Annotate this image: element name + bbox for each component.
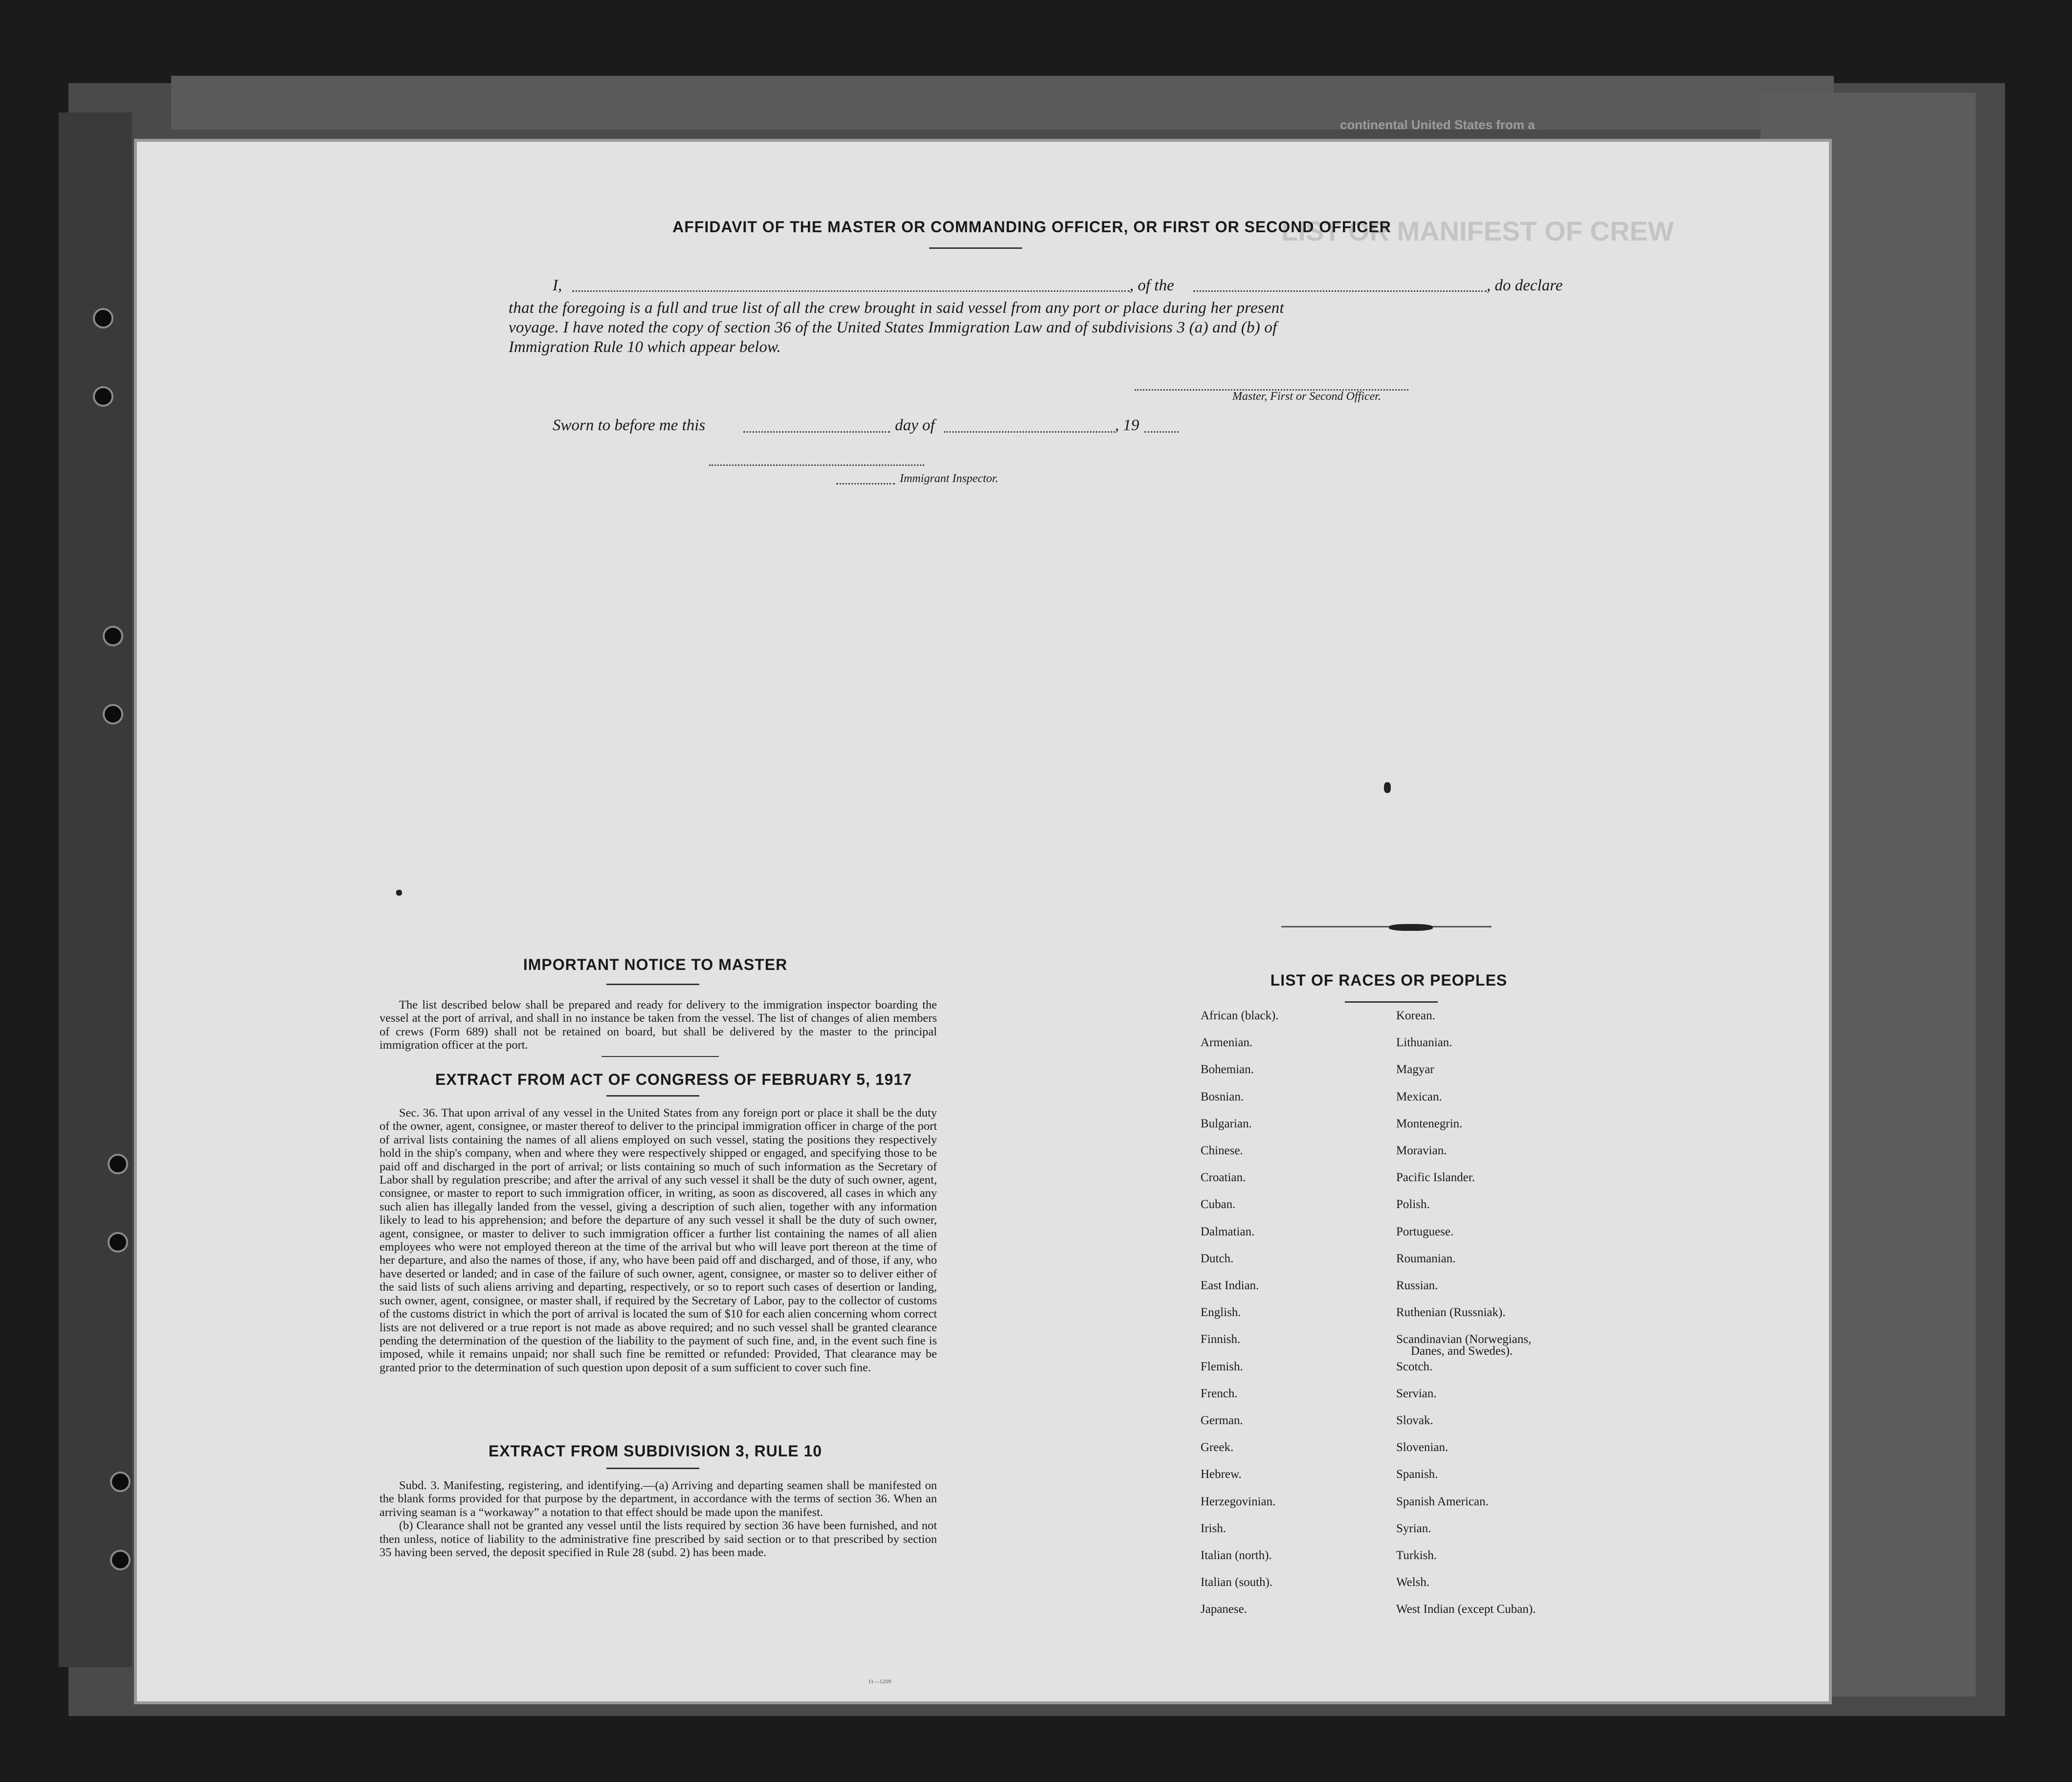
race-item: Italian (north).	[1201, 1549, 1272, 1562]
race-item: Polish.	[1396, 1198, 1430, 1211]
race-item: Magyar	[1396, 1063, 1434, 1077]
race-item: Korean.	[1396, 1009, 1435, 1022]
race-item: Russian.	[1396, 1279, 1438, 1292]
race-item: Welsh.	[1396, 1576, 1430, 1589]
race-item: Croatian.	[1201, 1171, 1246, 1185]
race-item: Bosnian.	[1201, 1090, 1244, 1103]
act-extract-title-rule	[606, 1095, 699, 1097]
day-of-label: day of	[895, 417, 935, 434]
race-item: Slovenian.	[1396, 1441, 1448, 1454]
races-title-rule	[1345, 1001, 1438, 1003]
form-number: 11—1209	[868, 1678, 891, 1685]
race-item: Armenian.	[1201, 1036, 1253, 1050]
declarant-name-line[interactable]	[572, 290, 1130, 292]
punch-hole	[108, 1154, 128, 1174]
master-signature-caption: Master, First or Second Officer.	[1232, 390, 1381, 403]
notice-title-rule	[606, 984, 699, 985]
race-item: French.	[1201, 1386, 1238, 1400]
rule-subdivision-a: Subd. 3. Manifesting, registering, and identifying.—(a) Arriving and departing seamen shall be manifested on the blank forms provided for that purpose by the department, in accordance with the terms of section 36. When an arriving seaman is a “workaway” a notation to that effect should be made upon the manifest.	[379, 1479, 937, 1519]
race-item: Herzegovinian.	[1201, 1495, 1276, 1508]
notice-paragraph: The list described below shall be prepared and ready for delivery to the immigration inspector boarding the vessel at the port of arrival, and shall in no instance be taken from the vessel. The list of changes of alien members of crews (Form 689) shall not be retained on board, but shall be delivered by the master to the principal immigration officer at the port.	[379, 998, 937, 1052]
race-item: Pacific Islander.	[1396, 1171, 1475, 1185]
race-item: African (black).	[1201, 1009, 1279, 1022]
race-item: Scotch.	[1396, 1360, 1433, 1373]
sworn-year-line[interactable]	[1144, 431, 1179, 433]
race-item: Japanese.	[1201, 1603, 1248, 1616]
inspector-caption: Immigrant Inspector.	[900, 472, 999, 485]
affidavit-title: AFFIDAVIT OF THE MASTER OR COMMANDING OFFICER, OR FIRST OR SECOND OFFICER	[672, 218, 1391, 236]
underlying-page-top-edge	[171, 76, 1834, 130]
punch-hole	[108, 1232, 128, 1253]
inspector-signature-line-short	[836, 483, 895, 484]
race-item: Portuguese.	[1396, 1225, 1454, 1238]
race-item: West Indian (except Cuban).	[1396, 1603, 1536, 1616]
race-item: Dutch.	[1201, 1252, 1234, 1265]
binding-strip	[59, 112, 132, 1667]
punch-hole	[110, 1472, 131, 1492]
race-item: East Indian.	[1201, 1279, 1259, 1292]
stray-ink-stroke	[1281, 926, 1492, 927]
race-item-continuation: Danes, and Swedes).	[1411, 1344, 1513, 1358]
punch-hole	[103, 704, 123, 725]
race-item: German.	[1201, 1414, 1243, 1427]
race-item: Syrian.	[1396, 1521, 1431, 1535]
inspector-signature-line[interactable]	[709, 464, 924, 466]
race-item: Spanish American.	[1396, 1495, 1489, 1508]
race-item: Dalmatian.	[1201, 1225, 1255, 1238]
race-item: Spanish.	[1396, 1468, 1438, 1481]
race-item: Hebrew.	[1201, 1468, 1242, 1481]
punch-hole	[110, 1550, 131, 1570]
race-item: Roumanian.	[1396, 1252, 1456, 1265]
race-item: Slovak.	[1396, 1414, 1433, 1427]
ink-speck	[396, 890, 402, 896]
rule-extract-title-rule	[606, 1468, 699, 1469]
race-item: English.	[1201, 1306, 1241, 1320]
notice-body	[379, 998, 937, 1052]
year-prefix: , 19	[1115, 417, 1139, 434]
rule-extract-title: EXTRACT FROM SUBDIVISION 3, RULE 10	[488, 1442, 823, 1460]
notice-separator	[602, 1056, 719, 1057]
races-list	[1201, 1010, 1641, 1640]
document-sheet	[137, 142, 1829, 1701]
race-item: Finnish.	[1201, 1333, 1241, 1346]
punch-hole	[93, 386, 113, 407]
ink-blot	[1389, 924, 1433, 931]
rule-extract-body	[379, 1479, 937, 1559]
punch-hole	[93, 308, 113, 329]
races-title: LIST OF RACES OR PEOPLES	[1270, 971, 1508, 989]
race-item: Italian (south).	[1201, 1576, 1273, 1589]
race-item: Ruthenian (Russniak).	[1396, 1306, 1506, 1320]
affidavit-of-the: , of the	[1130, 277, 1174, 294]
sworn-month-line[interactable]	[944, 431, 1115, 433]
race-item: Chinese.	[1201, 1144, 1243, 1157]
race-item: Irish.	[1201, 1521, 1226, 1535]
race-item: Greek.	[1201, 1441, 1234, 1454]
affidavit-do-declare: , do declare	[1487, 277, 1563, 294]
rule-subdivision-b: (b) Clearance shall not be granted any vessel until the lists required by section 36 have been furnished, and not then unless, notice of liability to the administrative fine prescribed by said section or to that prescribed by section 35 having been served, the deposit specified in Rule 28 (subd. 2) has been made.	[379, 1519, 937, 1560]
race-item: Bulgarian.	[1201, 1117, 1252, 1130]
act-section-36: Sec. 36. That upon arrival of any vessel in the United States from any foreign port or place it shall be the duty of the owner, agent, consignee, or master thereof to deliver to the principal immigration officer in charge of the port of arrival lists containing the names of all aliens employed on such vessel, stating the positions they respectively hold in the ship's company, when and where they were respectively shipped or engaged, and specifying those to be paid off and discharged in the port of arrival; or lists containing so much of such information as the Secretary of Labor shall by regulation prescribe; and after the arrival of any such vessel it shall be the duty of such owner, agent, consignee, or master to report to such immigration officer, in writing, as soon as discovered, all cases in which any such alien has illegally landed from the vessel, giving a description of such alien, together with any information likely to lead to his apprehension; and before the departure of any such vessel it shall be the duty of such owner, agent, consignee, or master to deliver to such immigration officer a further list containing the names of all alien employees who were not employed thereon at the time of the arrival but who will leave port thereon at the time of her departure, and also the names of those, if any, who have been paid off and discharged, and of those, if any, who have deserted or landed; and in case of the failure of such owner, agent, consignee, or master so to deliver either of the said lists of such aliens arriving and departing, respectively, or so to report such cases of desertion or landing, such owner, agent, consignee, or master shall, if required by the Secretary of Labor, pay to the collector of customs of the customs district in which the port of arrival is located the sum of $10 for each alien concerning whom correct lists are not delivered or a true report is not made as above required; and no such vessel shall be granted clearance pending the determination of the question of the liability to the payment of such fine, and, in the event such fine is imposed, while it remains unpaid; nor shall such fine be remitted or refunded: Provided, That clearance may be granted prior to the determination of such question upon deposit of a sum sufficient to cover such fine.	[379, 1106, 937, 1374]
sworn-day-line[interactable]	[743, 431, 890, 433]
race-item: Servian.	[1396, 1386, 1437, 1400]
race-item: Mexican.	[1396, 1090, 1442, 1103]
ink-smudge	[1384, 782, 1391, 793]
bleed-through-title: LIST OR MANIFEST OF CREW	[1281, 216, 1674, 246]
affidavit-i-label: I,	[553, 277, 562, 294]
race-item: Montenegrin.	[1396, 1117, 1463, 1130]
affidavit-title-rule	[929, 247, 1022, 249]
race-item: Lithuanian.	[1396, 1036, 1452, 1050]
punch-hole	[103, 626, 123, 646]
affidavit-line-3: voyage. I have noted the copy of section 36 of the United States Immigration Law and of subdivisions 3 (a) and (b) of	[509, 319, 1277, 336]
bleed-through-header: continental United States from a	[1340, 117, 1535, 132]
notice-title: IMPORTANT NOTICE TO MASTER	[523, 956, 788, 973]
race-item: Bohemian.	[1201, 1063, 1254, 1077]
race-item: Flemish.	[1201, 1360, 1243, 1373]
sworn-label: Sworn to before me this	[553, 417, 706, 434]
race-item: Moravian.	[1396, 1144, 1447, 1157]
race-item: Scandinavian (Norwegians,	[1396, 1333, 1532, 1346]
act-extract-title: EXTRACT FROM ACT OF CONGRESS OF FEBRUARY 5, 1917	[435, 1071, 912, 1088]
affidavit-line-4: Immigration Rule 10 which appear below.	[509, 338, 781, 356]
race-item: Turkish.	[1396, 1549, 1437, 1562]
act-extract-body	[379, 1106, 937, 1374]
affidavit-line-2: that the foregoing is a full and true list of all the crew brought in said vessel from any port or place during her present	[509, 299, 1284, 317]
vessel-name-line[interactable]	[1193, 290, 1487, 292]
race-item: Cuban.	[1201, 1198, 1236, 1211]
